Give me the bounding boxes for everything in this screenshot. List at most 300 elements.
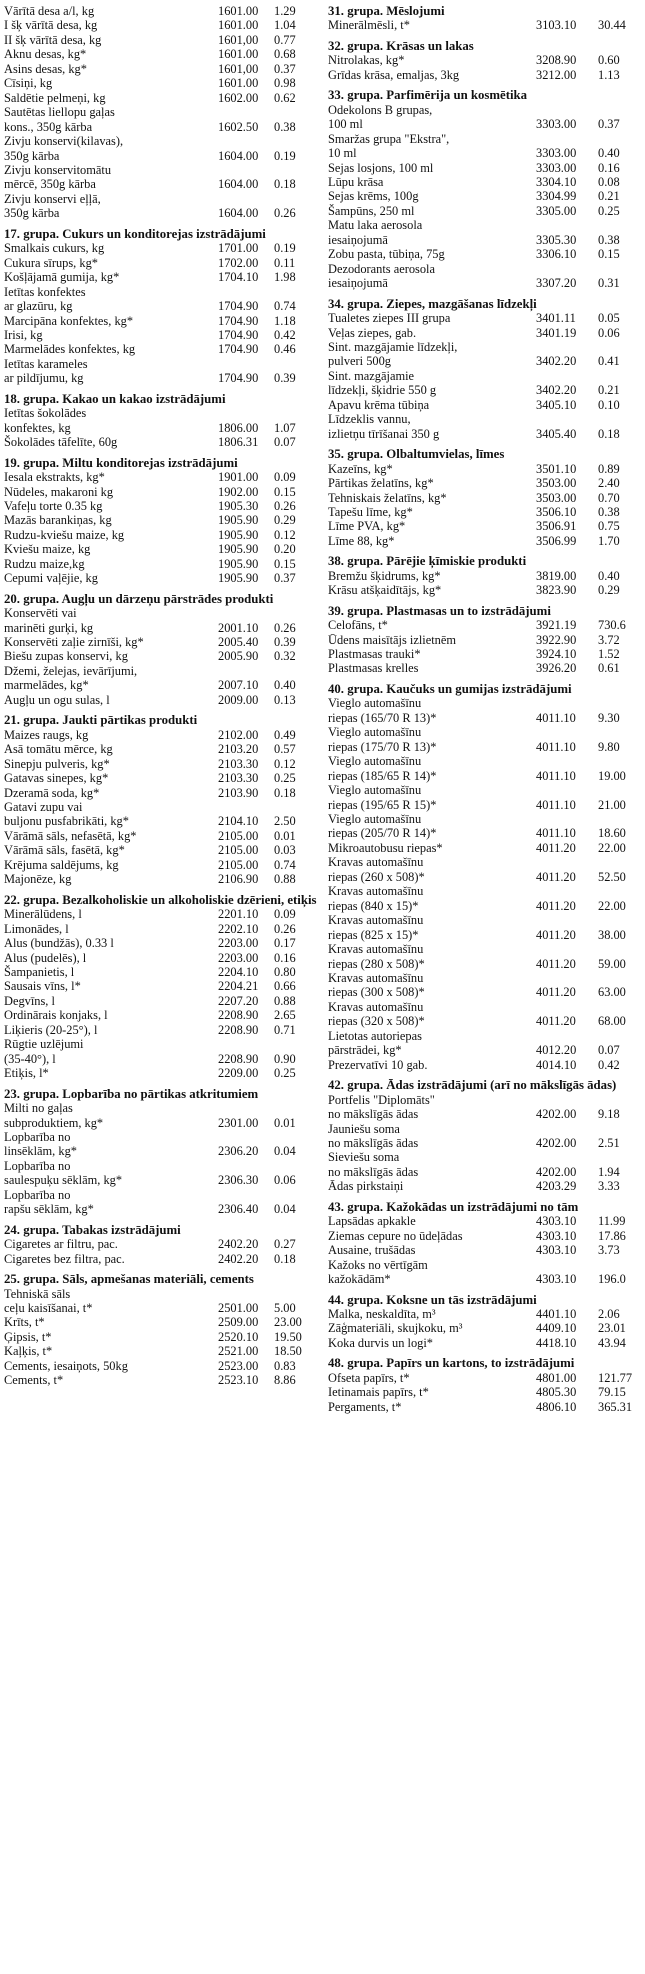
item-code: 2520.10 xyxy=(218,1329,259,1344)
price-item xyxy=(328,884,642,913)
item-price: 0.21 xyxy=(598,383,620,398)
item-code: 2103.30 xyxy=(218,756,259,771)
price-row xyxy=(328,899,642,913)
item-price: 0.40 xyxy=(598,568,620,583)
price-item xyxy=(328,1243,642,1257)
item-code: 3503.00 xyxy=(536,476,577,491)
item-price: 0.19 xyxy=(274,241,296,256)
item-price: 2.65 xyxy=(274,1008,296,1023)
item-name: Krīts, t* xyxy=(4,1315,45,1330)
price-item xyxy=(4,18,318,32)
item-name-line: Rūgtie uzlējumi xyxy=(4,1037,84,1052)
item-code: 3926.20 xyxy=(536,661,577,676)
price-row xyxy=(4,858,318,872)
price-item xyxy=(4,693,318,707)
price-item xyxy=(4,241,318,255)
price-item xyxy=(328,476,642,490)
item-name-line: Kravas automašīnu xyxy=(328,884,424,899)
price-item xyxy=(4,571,318,585)
price-row xyxy=(328,1371,642,1385)
price-item xyxy=(4,1066,318,1080)
item-code: 4801.00 xyxy=(536,1370,577,1385)
item-name-line: Vieglo automašīnu xyxy=(328,812,422,827)
item-price: 52.50 xyxy=(598,869,626,884)
item-price: 365.31 xyxy=(598,1399,633,1414)
item-name: Cīsiņi, kg xyxy=(4,76,53,91)
price-row xyxy=(328,1107,642,1121)
item-price: 0.20 xyxy=(274,542,296,557)
item-price: 23.01 xyxy=(598,1321,626,1336)
price-row xyxy=(328,326,642,340)
item-price: 0.18 xyxy=(274,785,296,800)
item-code: 4011.10 xyxy=(536,739,576,754)
item-name-line: Džemi, želejas, ievārījumi, xyxy=(4,663,138,678)
group-heading: 25. grupa. Sāls, apmešanas materiāli, cements xyxy=(4,1272,254,1287)
item-name: Sejas losjons, 100 ml xyxy=(328,160,434,175)
item-name: Šampanietis, l xyxy=(4,965,75,979)
item-price: 2.50 xyxy=(274,814,296,829)
item-code: 4303.10 xyxy=(536,1272,577,1287)
item-price: 0.26 xyxy=(274,498,296,513)
item-price: 0.15 xyxy=(598,247,620,262)
item-name: Lapsādas apkakle xyxy=(328,1214,416,1229)
price-item xyxy=(4,994,318,1008)
price-item xyxy=(4,635,318,649)
item-name: riepas (840 x 15)* xyxy=(328,898,419,913)
item-name: Ofseta papīrs, t* xyxy=(328,1370,410,1385)
item-name-line: Konservēti vai xyxy=(4,606,77,621)
price-item xyxy=(328,53,642,67)
price-row xyxy=(4,485,318,499)
right-column xyxy=(328,4,642,1416)
price-row xyxy=(328,1385,642,1399)
price-item xyxy=(328,1321,642,1335)
item-name: Konservēti zaļie zirnīši, kg* xyxy=(4,635,144,650)
item-name: Ausaine, trušādas xyxy=(328,1243,416,1258)
group-heading: 44. grupa. Koksne un tās izstrādājumi xyxy=(328,1292,537,1307)
price-row xyxy=(4,1008,318,1022)
item-name-line: Jauniešu soma xyxy=(328,1121,400,1136)
item-code: 4303.10 xyxy=(536,1228,577,1243)
item-name: Plastmasas krelles xyxy=(328,661,419,676)
item-code: 2105.00 xyxy=(218,843,259,858)
item-code: 3402.20 xyxy=(536,383,577,398)
item-price: 0.37 xyxy=(274,61,296,76)
item-price: 9.80 xyxy=(598,739,620,754)
item-code: 2208.90 xyxy=(218,1008,259,1023)
price-item xyxy=(328,1371,642,1385)
item-name: no mākslīgās ādas xyxy=(328,1107,419,1122)
price-item xyxy=(4,1159,318,1188)
item-name: (35-40°), l xyxy=(4,1051,56,1066)
item-code: 1701.00 xyxy=(218,241,259,256)
price-item xyxy=(328,1000,642,1029)
item-price: 0.61 xyxy=(598,661,620,676)
item-price: 0.26 xyxy=(274,620,296,635)
price-item xyxy=(4,757,318,771)
price-group xyxy=(328,554,642,597)
price-row xyxy=(4,328,318,342)
item-name: Ādas pirkstaiņi xyxy=(328,1179,404,1194)
price-item xyxy=(328,696,642,725)
item-name: Limonādes, l xyxy=(4,921,69,936)
item-code: 2523.00 xyxy=(218,1358,259,1373)
item-price: 68.00 xyxy=(598,1014,626,1029)
item-code: 4806.10 xyxy=(536,1399,577,1414)
price-row xyxy=(328,534,642,548)
item-price: 1.07 xyxy=(274,420,296,435)
price-row xyxy=(4,557,318,571)
item-name-line: Zivju konservi eļļā, xyxy=(4,191,101,206)
item-name: Minerālūdens, l xyxy=(4,907,82,922)
item-code: 1604.00 xyxy=(218,148,259,163)
item-code: 3303.00 xyxy=(536,146,577,161)
price-row xyxy=(4,1144,318,1158)
price-row xyxy=(4,76,318,90)
item-code: 3506.10 xyxy=(536,504,577,519)
item-price: 0.68 xyxy=(274,47,296,62)
price-item xyxy=(4,771,318,785)
item-code: 1905.90 xyxy=(218,527,259,542)
item-code: 4202.00 xyxy=(536,1164,577,1179)
item-price: 0.37 xyxy=(598,117,620,132)
item-name: Zāģmateriāli, skujkoku, m³ xyxy=(328,1321,463,1336)
item-code: 1601,00 xyxy=(218,32,259,47)
item-code: 2306.20 xyxy=(218,1144,259,1159)
price-row xyxy=(328,769,642,783)
price-item xyxy=(328,462,642,476)
price-item xyxy=(4,858,318,872)
price-group xyxy=(328,4,642,33)
price-group xyxy=(4,227,318,386)
item-price: 196.0 xyxy=(598,1272,626,1287)
item-name: riepas (300 x 508)* xyxy=(328,985,425,1000)
price-row xyxy=(328,1321,642,1335)
price-item xyxy=(4,965,318,979)
price-row xyxy=(328,985,642,999)
item-name: Alus (bundžās), 0.33 l xyxy=(4,936,114,951)
price-row xyxy=(328,661,642,675)
item-code: 3402.20 xyxy=(536,354,577,369)
item-name: riepas (825 x 15)* xyxy=(328,927,419,942)
item-name: izlietņu tīrīšanai 350 g xyxy=(328,426,440,441)
item-name: Sausais vīns, l* xyxy=(4,979,81,994)
item-name: Cigaretes bez filtra, pac. xyxy=(4,1251,125,1266)
item-price: 0.46 xyxy=(274,342,296,357)
item-code: 2301.00 xyxy=(218,1115,259,1130)
item-price: 5.00 xyxy=(274,1300,296,1315)
price-item xyxy=(328,855,642,884)
item-name: Līme 88, kg* xyxy=(328,533,395,548)
item-name: 10 ml xyxy=(328,146,357,161)
price-row xyxy=(4,872,318,886)
item-name: Līme PVA, kg* xyxy=(328,519,406,534)
item-name: subproduktiem, kg* xyxy=(4,1115,104,1130)
price-item xyxy=(4,951,318,965)
price-row xyxy=(4,757,318,771)
price-row xyxy=(4,635,318,649)
price-item xyxy=(4,606,318,635)
item-code: 1704.90 xyxy=(218,327,259,342)
item-code: 4011.10 xyxy=(536,797,576,812)
item-name: Marmelādes konfektes, kg xyxy=(4,342,136,357)
item-name: Dzeramā soda, kg* xyxy=(4,785,100,800)
price-row xyxy=(328,519,642,533)
item-name-line: Līdzeklis vannu, xyxy=(328,412,411,427)
item-name-line: Kravas automašīnu xyxy=(328,942,424,957)
item-price: 0.08 xyxy=(598,174,620,189)
item-code: 2009.00 xyxy=(218,692,259,707)
price-item xyxy=(4,513,318,527)
item-price: 23.00 xyxy=(274,1315,302,1330)
price-group xyxy=(4,392,318,450)
item-name: Cigaretes ar filtru, pac. xyxy=(4,1237,118,1252)
item-code: 4011.20 xyxy=(536,1014,576,1029)
item-code: 1601.00 xyxy=(218,4,259,18)
item-code: 3501.10 xyxy=(536,461,577,476)
item-code: 2105.00 xyxy=(218,857,259,872)
price-item xyxy=(4,1287,318,1316)
item-name: Asā tomātu mērce, kg xyxy=(4,742,113,757)
price-item xyxy=(328,1058,642,1072)
price-row xyxy=(328,633,642,647)
item-name: Sejas krēms, 100g xyxy=(328,189,419,204)
item-name: 350g kārba xyxy=(4,206,60,221)
item-price: 0.39 xyxy=(274,371,296,386)
item-price: 1.52 xyxy=(598,647,620,662)
price-row xyxy=(4,814,318,828)
item-code: 2106.90 xyxy=(218,872,259,887)
item-code: 1806.00 xyxy=(218,420,259,435)
price-row xyxy=(328,1136,642,1150)
item-price: 2.40 xyxy=(598,476,620,491)
price-row xyxy=(328,957,642,971)
item-price: 0.40 xyxy=(598,146,620,161)
price-row xyxy=(4,693,318,707)
price-row xyxy=(328,618,642,632)
price-row xyxy=(328,870,642,884)
item-name-line: Kravas automašīnu xyxy=(328,971,424,985)
item-code: 4011.20 xyxy=(536,985,576,1000)
price-item xyxy=(4,470,318,484)
price-row xyxy=(4,47,318,61)
price-row xyxy=(4,649,318,663)
item-code: 3304.99 xyxy=(536,189,577,204)
price-item xyxy=(4,843,318,857)
group-heading: 20. grupa. Augļu un dārzeņu pārstrādes produkti xyxy=(4,591,274,606)
item-name-line: Dezodorants aerosola xyxy=(328,261,435,276)
item-code: 1905.90 xyxy=(218,556,259,571)
price-item xyxy=(4,357,318,386)
price-row xyxy=(328,1014,642,1028)
price-item xyxy=(4,1330,318,1344)
price-item xyxy=(4,256,318,270)
item-name: Prezervatīvi 10 gab. xyxy=(328,1057,428,1072)
price-item xyxy=(328,661,642,675)
item-price: 22.00 xyxy=(598,898,626,913)
price-item xyxy=(328,103,642,132)
item-price: 1.98 xyxy=(274,270,296,285)
item-price: 3.72 xyxy=(598,632,620,647)
item-price: 0.40 xyxy=(274,678,296,693)
item-code: 1902.00 xyxy=(218,484,259,499)
price-item xyxy=(328,1214,642,1228)
item-name: Šampūns, 250 ml xyxy=(328,203,415,218)
price-row xyxy=(4,4,318,18)
item-name-line: Sieviešu soma xyxy=(328,1150,400,1165)
price-item xyxy=(4,285,318,314)
price-item xyxy=(328,1229,642,1243)
price-item xyxy=(328,725,642,754)
item-code: 2208.90 xyxy=(218,1022,259,1037)
item-code: 4011.10 xyxy=(536,710,576,725)
price-item xyxy=(4,1008,318,1022)
item-name: ar pildījumu, kg xyxy=(4,371,84,386)
item-code: 4011.20 xyxy=(536,840,576,855)
price-item xyxy=(328,913,642,942)
price-item xyxy=(328,505,642,519)
item-price: 0.38 xyxy=(598,232,620,247)
price-row xyxy=(4,678,318,692)
price-row xyxy=(328,1058,642,1072)
price-row xyxy=(4,299,318,313)
price-item xyxy=(4,342,318,356)
item-name: Košļājamā gumija, kg* xyxy=(4,270,120,285)
price-row xyxy=(328,354,642,368)
item-code: 4011.20 xyxy=(536,956,576,971)
item-code: 3405.40 xyxy=(536,426,577,441)
item-price: 0.27 xyxy=(274,1237,296,1252)
price-row xyxy=(328,476,642,490)
item-price: 63.00 xyxy=(598,985,626,1000)
item-code: 2202.10 xyxy=(218,921,259,936)
item-name: Maizes raugs, kg xyxy=(4,727,89,742)
price-row xyxy=(4,1052,318,1066)
item-price: 18.50 xyxy=(274,1344,302,1359)
price-group xyxy=(328,88,642,290)
item-price: 9.18 xyxy=(598,1107,620,1122)
item-name: Kazeīns, kg* xyxy=(328,461,393,476)
price-group xyxy=(4,1223,318,1266)
item-name: pārstrādei, kg* xyxy=(328,1043,402,1058)
price-row xyxy=(328,383,642,397)
item-price: 0.18 xyxy=(274,1251,296,1266)
price-row xyxy=(4,314,318,328)
price-item xyxy=(4,105,318,134)
price-group xyxy=(4,1272,318,1388)
item-code: 1602.00 xyxy=(218,90,259,105)
item-name: riepas (260 x 508)* xyxy=(328,869,425,884)
item-price: 0.29 xyxy=(274,513,296,528)
item-name: Rudzu maize,kg xyxy=(4,556,85,571)
item-name: Grīdas krāsa, emaljas, 3kg xyxy=(328,67,460,82)
price-item xyxy=(4,829,318,843)
item-code: 2103.30 xyxy=(218,771,259,786)
price-row xyxy=(4,206,318,220)
item-code: 2005.40 xyxy=(218,635,259,650)
item-price: 121.77 xyxy=(598,1370,633,1385)
price-item xyxy=(328,534,642,548)
item-code: 2402.20 xyxy=(218,1237,259,1252)
price-item xyxy=(4,499,318,513)
item-price: 38.00 xyxy=(598,927,626,942)
item-name: Vārītā desa a/l, kg xyxy=(4,4,95,18)
item-price: 0.12 xyxy=(274,756,296,771)
item-price: 0.01 xyxy=(274,828,296,843)
price-row xyxy=(328,826,642,840)
item-name: linsēklām, kg* xyxy=(4,1144,77,1159)
item-name: Cepumi vaļējie, kg xyxy=(4,571,98,586)
item-price: 0.70 xyxy=(598,490,620,505)
price-row xyxy=(328,204,642,218)
item-price: 2.06 xyxy=(598,1306,620,1321)
item-price: 0.18 xyxy=(598,426,620,441)
item-code: 1601.00 xyxy=(218,18,259,33)
left-column xyxy=(4,4,318,1390)
item-code: 2204.10 xyxy=(218,965,259,979)
price-row xyxy=(328,233,642,247)
item-name: Celofāns, t* xyxy=(328,618,388,633)
price-row xyxy=(4,528,318,542)
group-heading: 48. grupa. Papīrs un kartons, to izstrādājumi xyxy=(328,1356,575,1371)
item-name: kons., 350g kārba xyxy=(4,119,93,134)
item-name: Veļas ziepes, gab. xyxy=(328,325,417,340)
item-price: 59.00 xyxy=(598,956,626,971)
item-code: 2509.00 xyxy=(218,1315,259,1330)
item-name: Gatavas sinepes, kg* xyxy=(4,771,109,786)
item-price: 0.26 xyxy=(274,921,296,936)
item-code: 3823.90 xyxy=(536,583,577,598)
item-code: 3303.00 xyxy=(536,160,577,175)
item-price: 0.31 xyxy=(598,276,620,291)
group-heading: 43. grupa. Kažokādas un izstrādājumi no tām xyxy=(328,1199,579,1214)
item-name: Lūpu krāsa xyxy=(328,174,384,189)
item-code: 1704.90 xyxy=(218,299,259,314)
item-price: 0.38 xyxy=(598,504,620,519)
item-name: Šokolādes tāfelīte, 60g xyxy=(4,435,118,450)
price-item xyxy=(4,936,318,950)
item-name: Malka, neskaldīta, m³ xyxy=(328,1306,436,1321)
item-code: 1602.50 xyxy=(218,119,259,134)
price-group xyxy=(328,39,642,82)
item-name: riepas (165/70 R 13)* xyxy=(328,710,437,725)
item-name: iesaiņojumā xyxy=(328,232,388,247)
price-row xyxy=(328,18,642,32)
item-name: Kaļķis, t* xyxy=(4,1344,53,1359)
price-row xyxy=(328,1400,642,1414)
item-price: 0.41 xyxy=(598,354,620,369)
price-group xyxy=(328,1078,642,1194)
price-row xyxy=(4,1202,318,1216)
price-row xyxy=(4,421,318,435)
item-name: Ūdens maisītājs izlietnēm xyxy=(328,632,457,647)
price-item xyxy=(4,786,318,800)
price-row xyxy=(328,505,642,519)
item-code: 2105.00 xyxy=(218,828,259,843)
item-name: riepas (205/70 R 14)* xyxy=(328,826,437,841)
item-price: 0.62 xyxy=(274,90,296,105)
price-row xyxy=(4,120,318,134)
item-name: Vārāmā sāls, fasētā, kg* xyxy=(4,843,125,858)
price-row xyxy=(4,728,318,742)
item-code: 2102.00 xyxy=(218,727,259,742)
item-name: Cements, iesaiņots, 50kg xyxy=(4,1358,128,1373)
item-price: 0.66 xyxy=(274,979,296,994)
price-row xyxy=(328,1272,642,1286)
price-row xyxy=(4,1252,318,1266)
item-price: 0.37 xyxy=(274,571,296,586)
item-name: saulespuķu sēklām, kg* xyxy=(4,1173,123,1188)
